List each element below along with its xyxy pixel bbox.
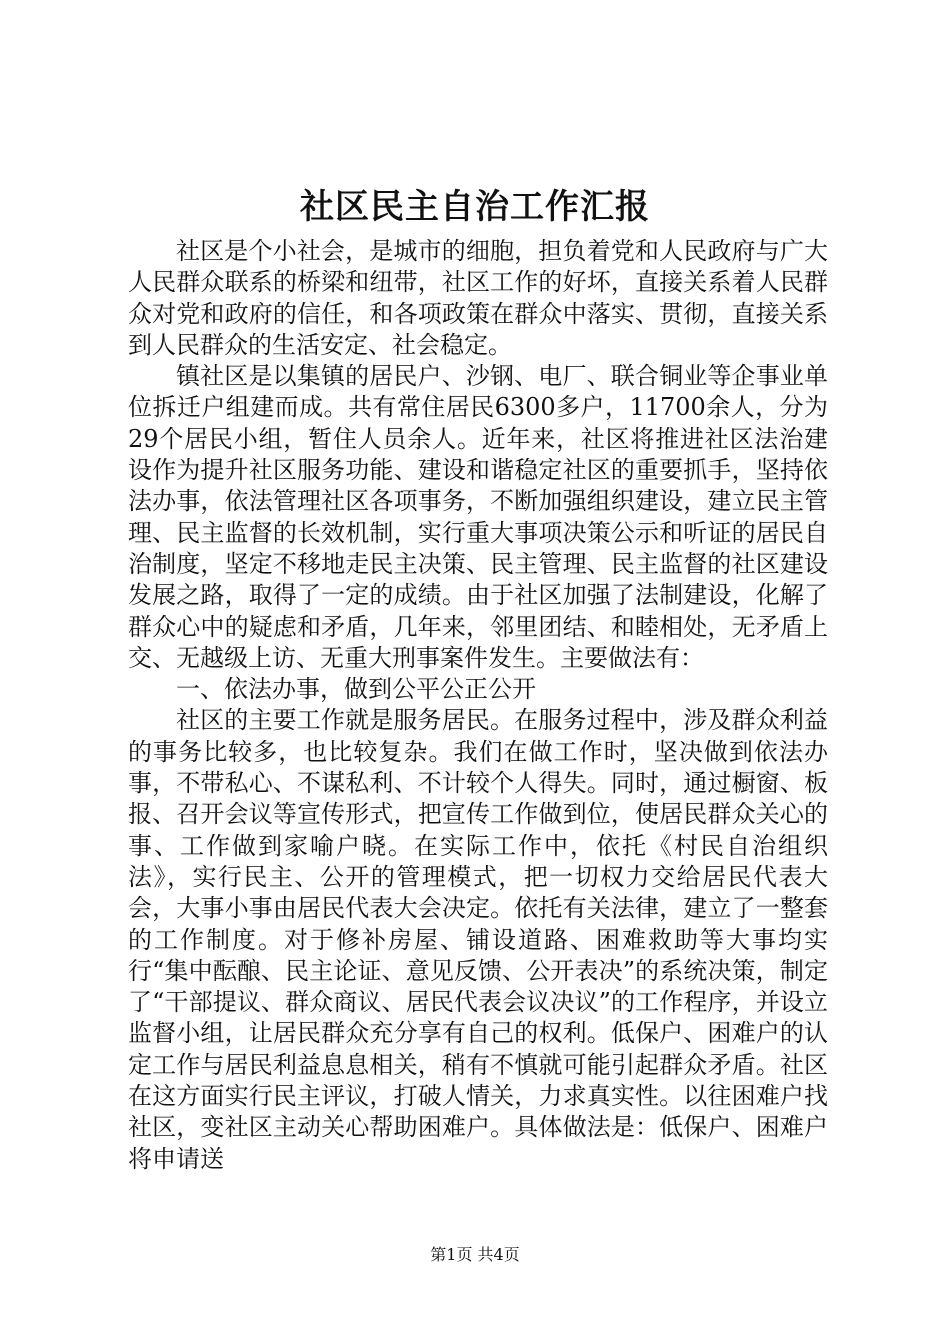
- paragraph-community-overview: 镇社区是以集镇的居民户、沙钢、电厂、联合铜业等企事业单位拆迁户组建而成。共有常住居民6300多户，11700余人，分为29个居民小组，暂住人员余人。近年来，社区将推进社区法治建设作为提升社区服务功能、建设和谐稳定社区的重要抓手，坚持依法办事，依法管理社区各项事务，不断加强组织建设，建立民主管理、民主监督的长效机制，实行重大事项决策公示和听证的居民自治制度，坚定不移地走民主决策、民主管理、民主监督的社区建设发展之路，取得了一定的成绩。由于社区加强了法制建设，化解了群众心中的疑虑和矛盾，几年来，邻里团结、和睦相处，无矛盾上交、无越级上访、无重大刑事案件发生。主要做法有：: [128, 362, 828, 672]
- page-footer: 第1页 共4页: [430, 1245, 520, 1264]
- paragraph-section-1: 社区的主要工作就是服务居民。在服务过程中，涉及群众利益的事务比较多，也比较复杂。我们在做工作时，坚决做到依法办事，不带私心、不谋私利、不计较个人得失。同时，通过橱窗、板报、召开会议等宣传形式，把宣传工作做到位，使居民群众关心的事、工作做到家喻户晓。在实际工作中，依托《村民自治组织法》，实行民主、公开的管理模式，把一切权力交给居民代表大会，大事小事由居民代表大会决定。依托有关法律，建立了一整套的工作制度。对于修补房屋、铺设道路、困难救助等大事均实行“集中酝酿、民主论证、意见反馈、公开表决”的系统决策，制定了“干部提议、群众商议、居民代表会议决议”的工作程序，并设立监督小组，让居民群众充分享有自己的权利。低保户、困难户的认定工作与居民利益息息相关，稍有不慎就可能引起群众矛盾。社区在这方面实行民主评议，打破人情关，力求真实性。以往困难户找社区，变社区主动关心帮助困难户。具体做法是：低保户、困难户将申请送: [128, 706, 828, 1173]
- document-body: [128, 236, 828, 1175]
- section-heading-1: 一、依法办事，做到公平公正公开: [176, 675, 536, 704]
- document-title: 社区民主自治工作汇报: [300, 187, 650, 227]
- paragraph-intro: 社区是个小社会，是城市的细胞，担负着党和人民政府与广大人民群众联系的桥梁和纽带，社区工作的好坏，直接关系着人民群众对党和政府的信任，和各项政策在群众中落实、贯彻，直接关系到人民群众的生活安定、社会稳定。: [128, 237, 828, 359]
